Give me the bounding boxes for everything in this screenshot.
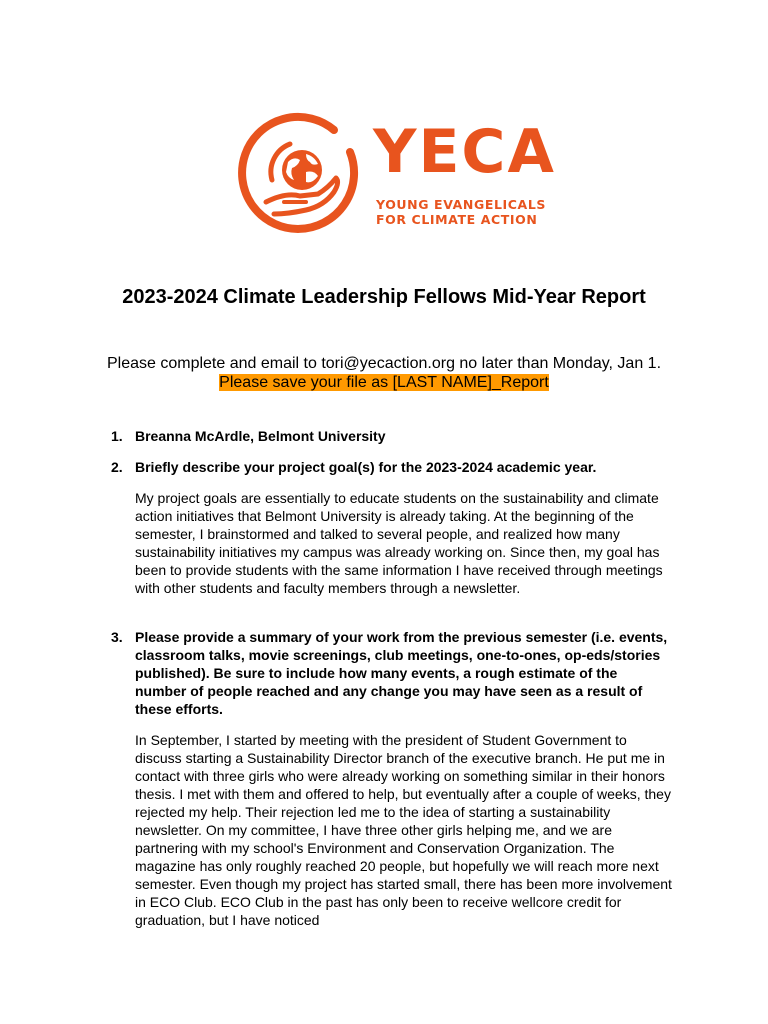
highlighted-save-note: Please save your file as [LAST NAME]_Report xyxy=(219,374,549,391)
question-1 xyxy=(111,427,671,445)
question-2-answer: My project goals are essentially to educate students on the sustainability and climate action initiatives that Belmont University is already taking. At the beginning of the semester, I brainstormed and talked to several people, and realized how many sustainability initiatives my campus was already working on. Since then, my goal has been to provide students with the same information I have received through meetings with other students and faculty members through a newsletter. xyxy=(135,490,663,596)
question-3-number: 3. xyxy=(111,629,123,645)
question-3-text: Please provide a summary of your work from the previous semester (i.e. events, classroom talks, movie screenings, club meetings, one-to-ones, op-eds/stories published). Be sure to include how many events, a rough estimate of the number of people reached and any change you may have seen as a result of these efforts. xyxy=(135,629,668,717)
instructions-block xyxy=(40,354,728,392)
question-3-answer: In September, I started by meeting with the president of Student Government to discuss starting a Sustainability Director branch of the executive branch. He put me in contact with three girls who were already working on something similar in their honors thesis. I met with them and offered to help, but eventually after a couple of weeks, they rejected my help. Their rejection led me to the idea of starting a sustainability newsletter. On my committee, I have three other girls helping me, and we are partnering with my school's Environment and Conservation Organization. The magazine has only roughly reached 20 people, but hopefully we will reach more next semester. Even though my project has started small, there has been more involvement in ECO Club. ECO Club in the past has only been to receive wellcore credit for graduation, but I have noticed xyxy=(135,732,672,928)
page-title: 2023-2024 Climate Leadership Fellows Mid-Year Report xyxy=(122,286,646,308)
question-1-text: Breanna McArdle, Belmont University xyxy=(135,428,386,444)
question-2-text: Briefly describe your project goal(s) for the 2023-2024 academic year. xyxy=(135,459,597,475)
question-2 xyxy=(111,458,671,476)
globe-in-hand-icon xyxy=(236,110,366,240)
logo-tagline-line-2: FOR CLIMATE ACTION xyxy=(376,212,538,227)
logo-tagline-line-1: YOUNG EVANGELICALS xyxy=(376,197,546,212)
yeca-logo xyxy=(236,110,556,240)
question-2-number: 2. xyxy=(111,459,123,475)
question-3 xyxy=(111,628,671,718)
instructions-text: Please complete and email to tori@yecaction.org no later than Monday, Jan 1. xyxy=(106,355,662,372)
question-1-number: 1. xyxy=(111,428,123,444)
logo-wordmark: YECA xyxy=(373,117,556,187)
